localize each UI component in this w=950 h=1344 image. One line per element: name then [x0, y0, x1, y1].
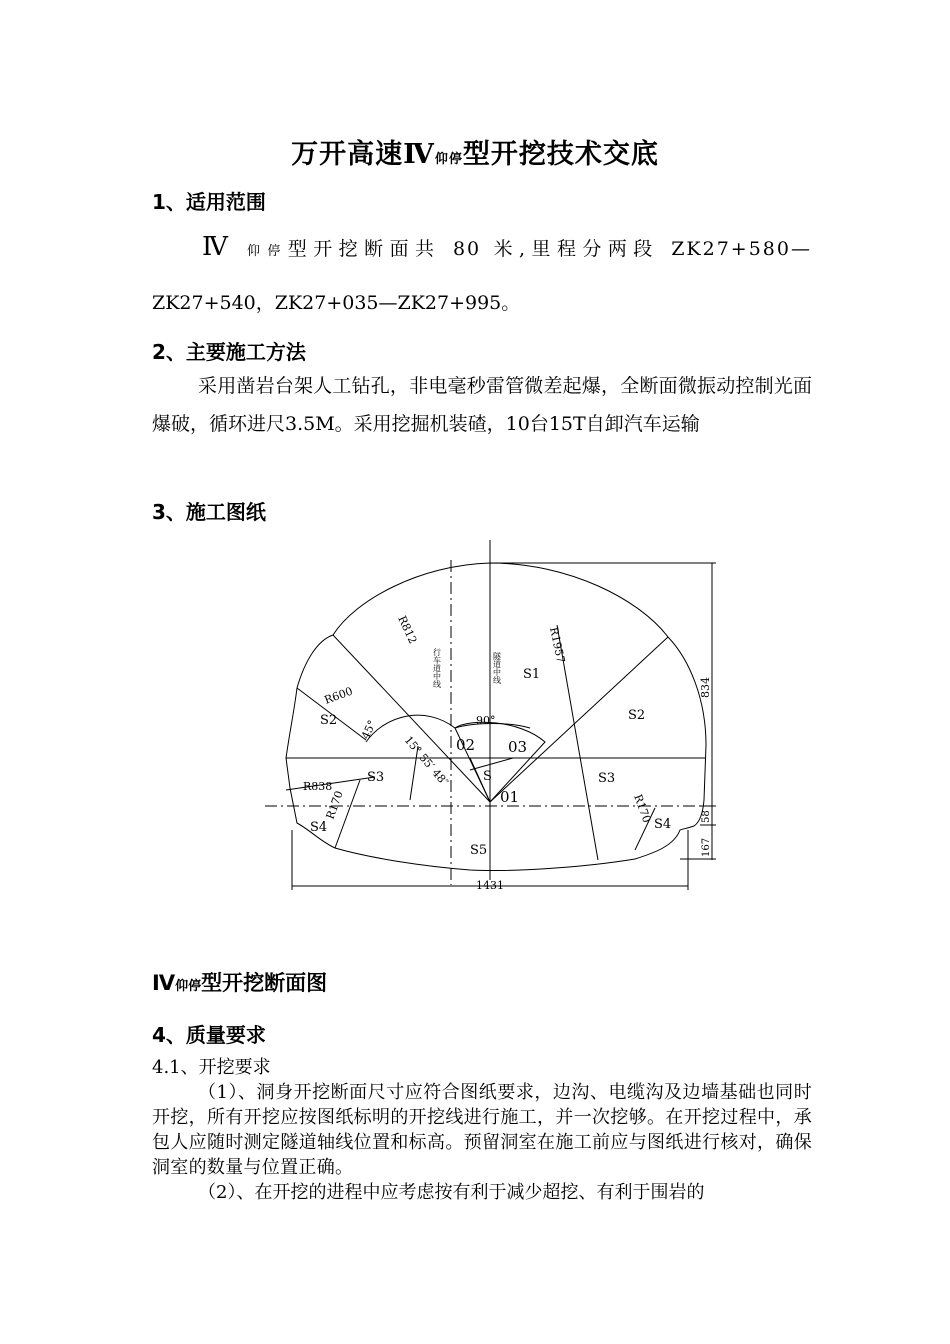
label-r600: R600 — [322, 684, 355, 707]
figure-caption: Ⅳ仰停型开挖断面图 — [152, 971, 328, 995]
section-4-1-heading: 4.1、开挖要求 — [152, 1057, 271, 1078]
document-title: 万开高速Ⅳ仰停型开挖技术交底 — [291, 139, 659, 170]
label-r812: R812 — [395, 613, 420, 646]
label-s-small: S — [483, 769, 492, 784]
label-lane-center: 行车道中线 — [432, 648, 442, 688]
label-r170-right: R170 — [631, 792, 654, 825]
label-s3-right: S3 — [598, 771, 616, 786]
label-dim58: 58 — [701, 810, 712, 823]
section-1-line-1: Ⅳ 仰停型开挖断面共 80 米,里程分两段 ZK27+580— — [202, 232, 812, 262]
section-2-heading: 2、主要施工方法 — [152, 340, 306, 364]
label-s4-right: S4 — [654, 817, 672, 832]
label-s1: S1 — [523, 667, 541, 682]
label-dim1431: 1431 — [476, 879, 504, 892]
label-s4-left: S4 — [310, 820, 328, 835]
label-tunnel-center: 隧道中线 — [492, 652, 502, 684]
label-angle45: 45° — [358, 718, 379, 742]
label-angle90: 90° — [476, 714, 496, 727]
label-dim167: 167 — [701, 837, 712, 857]
label-r1957: R1957 — [547, 625, 568, 665]
label-angle-dms: 15° 55′ 48″ — [401, 733, 451, 789]
section-4-heading: 4、质量要求 — [152, 1023, 266, 1047]
label-r838: R838 — [303, 780, 333, 793]
label-s2-right: S2 — [628, 708, 646, 723]
section-1-heading: 1、适用范围 — [152, 190, 266, 214]
section-1-line-2: ZK27+540，ZK27+035—ZK27+995。 — [152, 292, 521, 314]
label-s5: S5 — [470, 843, 488, 858]
label-o1: 01 — [500, 788, 520, 806]
label-o3: 03 — [508, 738, 528, 756]
section-2-body: 采用凿岩台架人工钻孔，非电毫秒雷管微差起爆，全断面微振动控制光面爆破，循环进尺3.5M。采用挖掘机装碴，10台15T自卸汽车运输 — [152, 375, 812, 435]
label-s3-left: S3 — [367, 770, 385, 785]
label-o2: 02 — [456, 736, 476, 754]
label-dim834: 834 — [699, 677, 712, 698]
label-s2-left: S2 — [320, 713, 338, 728]
label-r170-left: R170 — [323, 789, 346, 822]
section-4-1-paragraph-2: （2）、在开挖的进程中应考虑按有利于减少超挖、有利于围岩的 — [198, 1182, 705, 1203]
section-3-heading: 3、施工图纸 — [152, 500, 266, 524]
section-4-1-paragraph-1: （1）、洞身开挖断面尺寸应符合图纸要求，边沟、电缆沟及边墙基础也同时开挖，所有开挖应按图纸标明的开挖线进行施工，并一次挖够。在开挖过程中，承包人应随时测定隧道轴线位置和标高。预留洞室在施工前应与图纸进行核对，确保洞室的数量与位置正确。 — [152, 1082, 812, 1178]
